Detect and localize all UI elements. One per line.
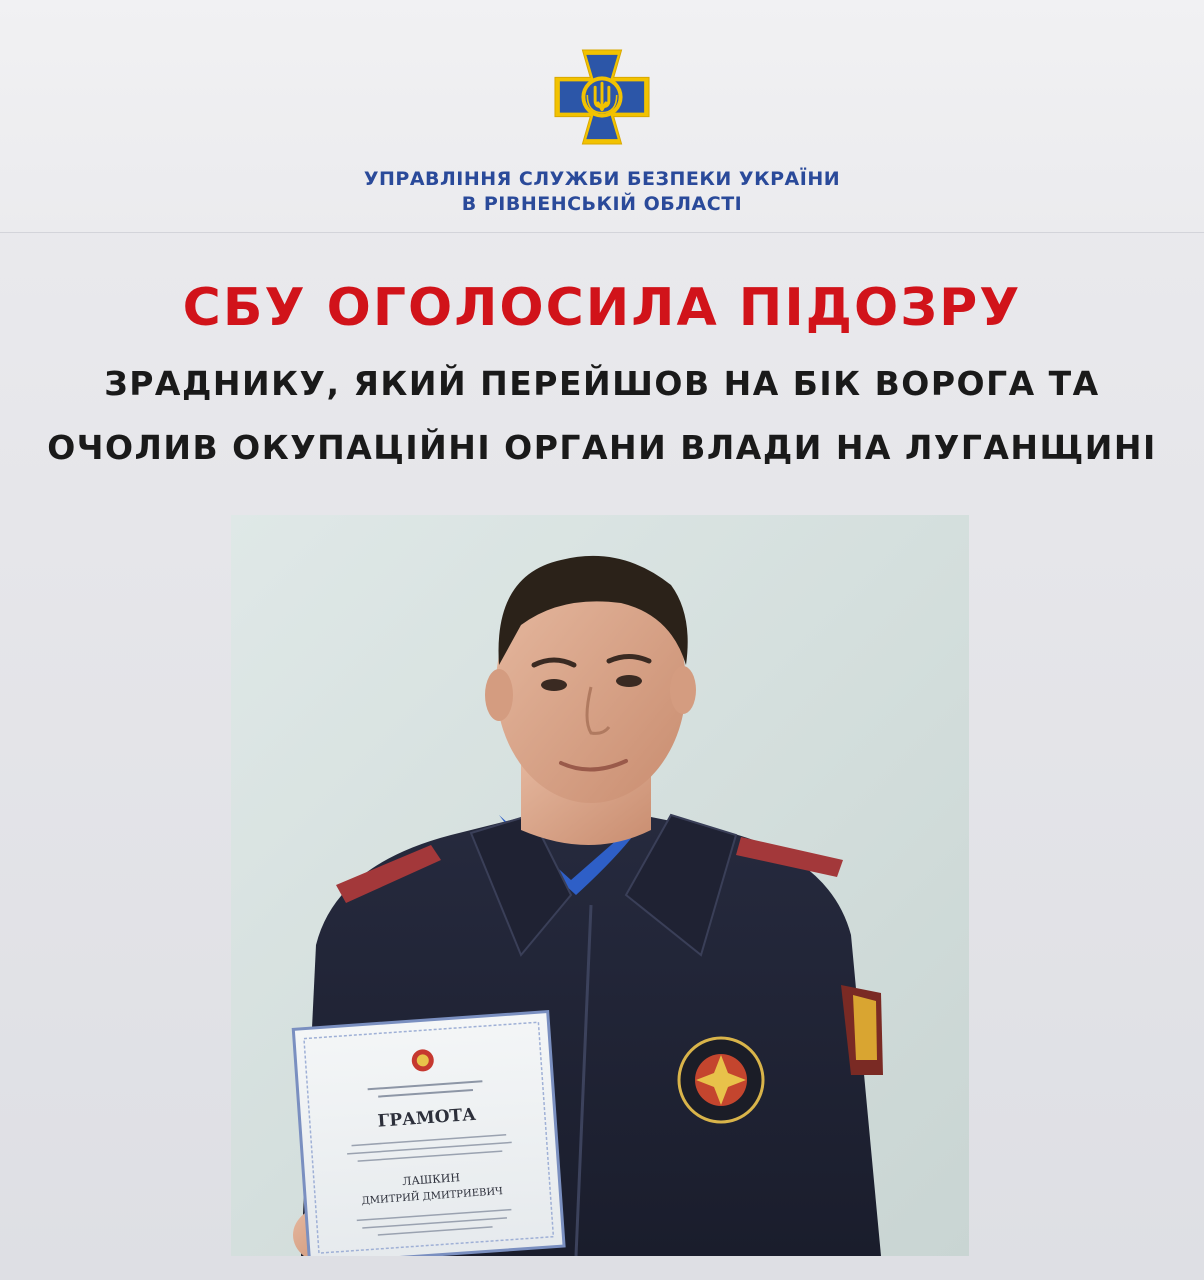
certificate-name-line-2: ДМИТРИЙ ДМИТРИЕВИЧ (361, 1186, 504, 1207)
suspect-photo (231, 515, 969, 1256)
certificate-name-line-1: ЛАШКИН (401, 1171, 461, 1189)
subheadline-line-2: ОЧОЛИВ ОКУПАЦІЙНІ ОРГАНИ ВЛАДИ НА ЛУГАНЩИНІ (47, 428, 1157, 467)
subheadline-line-1: ЗРАДНИКУ, ЯКИЙ ПЕРЕЙШОВ НА БІК ВОРОГА ТА (104, 364, 1100, 403)
org-name-line-2: В РІВНЕНСЬКІЙ ОБЛАСТІ (461, 193, 743, 215)
header-band (0, 0, 1204, 233)
rescue-service-patch-icon (679, 1038, 763, 1122)
certificate (293, 1012, 564, 1256)
org-name-line-1: УПРАВЛІННЯ СЛУЖБИ БЕЗПЕКИ УКРАЇНИ (363, 168, 841, 190)
certificate-title: ГРАМОТА (376, 1104, 477, 1132)
headline: СБУ ОГОЛОСИЛА ПІДОЗРУ (182, 278, 1022, 338)
sbu-emblem-icon (553, 48, 651, 146)
